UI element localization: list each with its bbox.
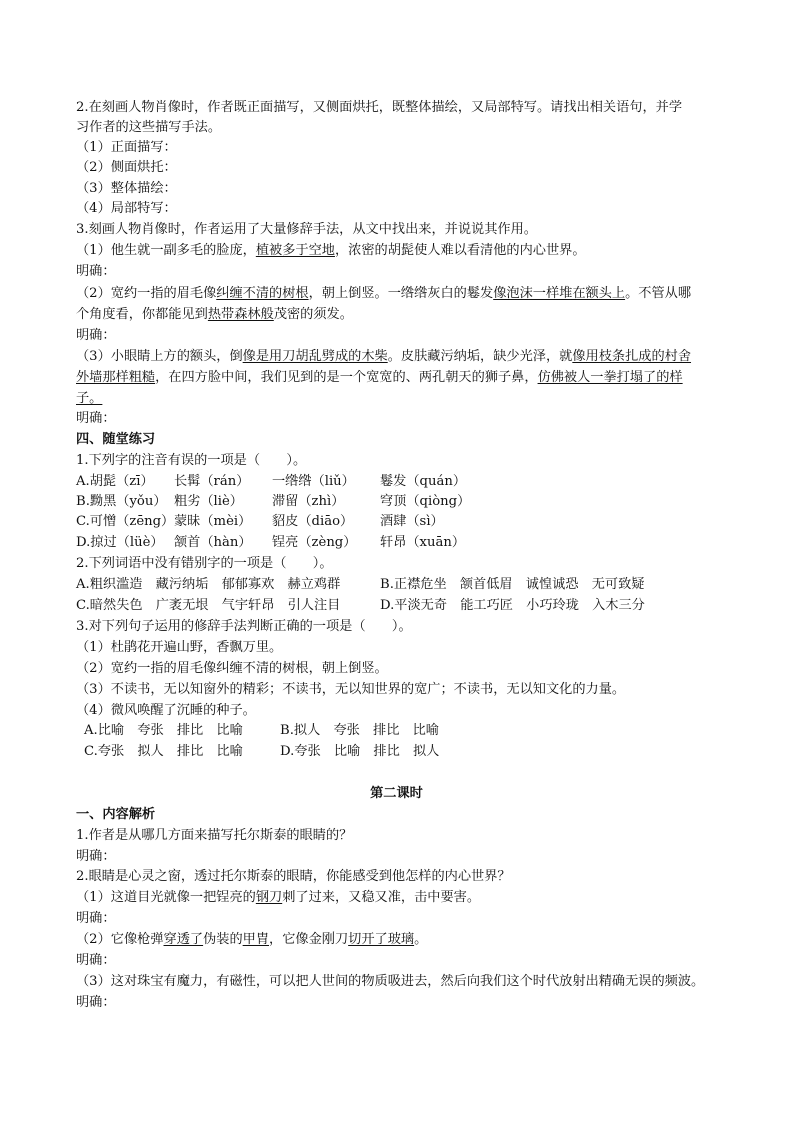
question-3-sentence-2-line-1	[76, 284, 691, 304]
content-question-2: 2.眼睛是心灵之窗，透过托尔斯泰的眼睛，你能感受到他怎样的内心世界？	[76, 869, 511, 884]
underlined-phrase: 热带森林般	[207, 307, 274, 322]
answer-label: 明确：	[76, 953, 116, 968]
option-word: 酒肆（sì）	[380, 514, 444, 529]
text-segment: ，浓密的胡髭使人难以看清他的内心世界。	[334, 243, 586, 258]
underlined-phrase: 钢刀	[255, 890, 283, 905]
practice-question-3-options-ab	[84, 721, 439, 741]
text-segment: （2）它像枪弹	[76, 932, 164, 947]
text-segment: （3）小眼睛上方的额头，倒	[76, 349, 243, 364]
practice-question-2: 2.下列词语中没有错别字的一项是（ ）。	[76, 556, 333, 571]
option-word: 一绺绺（liǔ）	[272, 474, 355, 489]
option-word: D.掠过（lüè）	[76, 535, 164, 550]
text-segment: （2）宽约一指的眉毛像	[76, 286, 217, 301]
text-segment: 伪装的	[203, 932, 243, 947]
content-question-2-sentence-3: （3）这对珠宝有魔力，有磁性，可以把人世间的物质吸进去，然后向我们这个时代放射出精确无误的频波。	[76, 974, 705, 989]
question-3: 3.刻画人物肖像时，作者运用了大量修辞手法，从文中找出来，并说说其作用。	[76, 222, 537, 237]
lesson-title: 第二课时	[370, 786, 423, 801]
underlined-phrase: 仿佛被人一拳打塌了的样	[537, 370, 683, 385]
underlined-phrase: 切开了玻璃	[348, 932, 415, 947]
question-2-item-4: （4）局部特写：	[76, 201, 177, 216]
underlined-phrase: 外墙那样粗糙	[76, 370, 156, 385]
option-word: B.黝黑（yǒu）	[76, 494, 167, 509]
text-segment: ，朝上倒竖。一绺绺灰白的鬈发	[308, 286, 494, 301]
answer-label: 明确：	[76, 849, 116, 864]
text-segment: 个角度看，你都能见到	[76, 307, 208, 322]
practice-question-1-option-a	[76, 472, 466, 492]
option-d: D.平淡无奇 能工巧匠 小巧玲珑 入木三分	[380, 598, 645, 613]
option-word: C.可憎（zēng）	[76, 514, 175, 529]
practice-question-2-options-ab	[76, 575, 644, 595]
text-segment: 。皮肤藏污纳垢，缺少光泽，就	[387, 349, 573, 364]
practice-question-1: 1.下列字的注音有误的一项是（ ）。	[76, 453, 307, 468]
practice-question-2-options-cd	[76, 596, 645, 616]
underlined-phrase: 像用枝条扎成的村舍	[572, 349, 692, 364]
question-2-item-3: （3）整体描绘：	[76, 181, 177, 196]
practice-question-3-sentence-1: （1）杜鹃花开遍山野，香飘万里。	[76, 640, 283, 655]
option-word: 滞留（zhì）	[272, 494, 345, 509]
text-segment: （1）他生就一副多毛的脸庞，	[76, 243, 256, 258]
text-segment: （1）这道目光就像一把锃亮的	[76, 890, 256, 905]
question-2-item-1: （1）正面描写：	[76, 140, 177, 155]
underlined-phrase: 穿透了	[163, 932, 204, 947]
practice-question-3-sentence-4: （4）微风唤醒了沉睡的种子。	[76, 703, 256, 718]
underlined-phrase: 像是用刀胡乱劈成的木柴	[242, 349, 388, 364]
text-segment: 刺了过来，又稳又准，击中要害。	[282, 890, 481, 905]
underlined-phrase: 纠缠不清的树根	[216, 286, 309, 301]
option-word: 穹顶（qiòng）	[380, 494, 471, 509]
option-c: C.夸张 拟人 排比 比喻	[84, 744, 243, 759]
answer-label: 明确：	[76, 411, 116, 426]
practice-question-3-sentence-2: （2）宽约一指的眉毛像纠缠不清的树根，朝上倒竖。	[76, 661, 388, 676]
option-word: 蒙昧（mèi）	[174, 514, 252, 529]
underlined-phrase: 子。	[76, 391, 103, 406]
option-a: A.比喻 夸张 排比 比喻	[84, 723, 243, 738]
practice-question-1-option-c	[76, 512, 444, 532]
practice-question-1-option-d	[76, 533, 465, 553]
practice-question-3: 3.对下列句子运用的修辞手法判断正确的一项是（ ）。	[76, 619, 412, 634]
underlined-phrase: 甲胄	[242, 932, 270, 947]
question-2-item-2: （2）侧面烘托：	[76, 160, 177, 175]
option-b: B.正襟危坐 颔首低眉 诚惶诚恐 无可致疑	[380, 577, 645, 592]
practice-question-3-sentence-3: （3）不读书，无以知窗外的精彩；不读书，无以知世界的宽广；不读书，无以知文化的力量。	[76, 682, 626, 697]
question-2-line-2: 习作者的这些描写手法。	[76, 120, 222, 135]
option-word: 轩昂（xuān）	[380, 535, 466, 550]
practice-question-3-options-cd	[84, 742, 439, 762]
underlined-phrase: 像泡沫一样堆在额头上	[493, 286, 626, 301]
answer-label: 明确：	[76, 995, 116, 1010]
section-heading-practice: 四、随堂练习	[76, 432, 156, 447]
option-b: B.拟人 夸张 排比 比喻	[280, 723, 439, 738]
underlined-phrase: 植被多于空地	[255, 243, 335, 258]
option-d: D.夸张 比喻 排比 拟人	[280, 744, 440, 759]
question-3-sentence-1	[76, 241, 586, 261]
option-word: 锃亮（zèng）	[272, 535, 357, 550]
question-3-sentence-3-line-2	[76, 368, 683, 388]
option-word: A.胡髭（zī）	[76, 474, 154, 489]
option-c: C.暗然失色 广袤无垠 气宇轩昂 引人注目	[76, 598, 341, 613]
content-question-2-sentence-1	[76, 888, 480, 908]
option-a: A.粗织滥造 藏污纳垢 郁郁寡欢 赫立鸡群	[76, 577, 341, 592]
section-heading-content: 一、内容解析	[76, 807, 156, 822]
text-segment: 茂密的须发。	[273, 307, 353, 322]
answer-label: 明确：	[76, 328, 116, 343]
text-segment: ，它像金刚刀	[269, 932, 349, 947]
answer-label: 明确：	[76, 264, 116, 279]
answer-label: 明确：	[76, 911, 116, 926]
option-word: 貂皮（diāo）	[272, 514, 354, 529]
practice-question-1-option-b	[76, 492, 470, 512]
question-3-sentence-3-line-3	[76, 389, 102, 409]
option-word: 粗劣（liè）	[174, 494, 243, 509]
content-question-1: 1.作者是从哪几方面来描写托尔斯泰的眼睛的？	[76, 828, 353, 843]
option-word: 鬈发（quán）	[380, 474, 467, 489]
text-segment: ，在四方脸中间，我们见到的是一个宽宽的、两孔朝天的狮子鼻，	[155, 370, 538, 385]
text-segment: 。不管从哪	[625, 286, 692, 301]
option-word: 长髯（rán）	[174, 474, 250, 489]
question-3-sentence-2-line-2	[76, 305, 353, 325]
text-segment: 。	[414, 932, 428, 947]
content-question-2-sentence-2	[76, 930, 427, 950]
question-2-line-1: 2.在刻画人物肖像时，作者既正面描写，又侧面烘托，既整体描绘，又局部特写。请找出相关语句，并学	[76, 100, 683, 115]
option-word: 颔首（hàn）	[174, 535, 252, 550]
question-3-sentence-3-line-1	[76, 347, 691, 367]
